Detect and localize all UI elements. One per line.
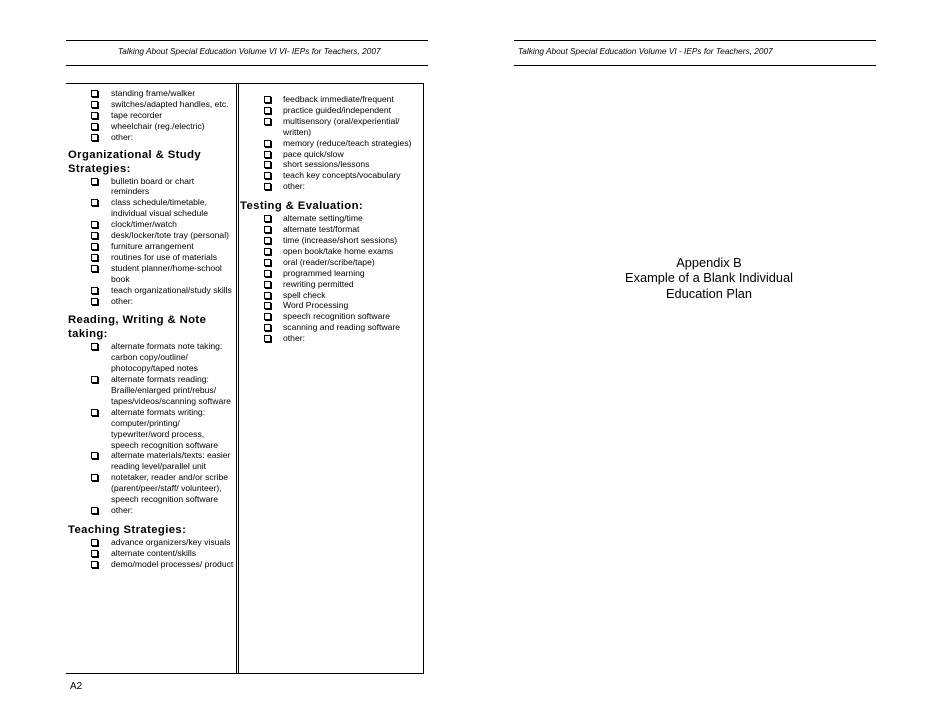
checklist-item-label: open book/take home exams <box>283 245 394 256</box>
checklist-item-label: alternate materials/texts: easier reading level/parallel unit <box>111 450 231 472</box>
checklist-item-label: multisensory (oral/experiential/ written) <box>283 115 400 137</box>
checklist-item <box>68 537 234 548</box>
appendix-title <box>604 255 814 301</box>
checklist-item-label: class schedule/timetable, individual visual schedule <box>111 197 208 219</box>
checklist-item-label: desk/locker/tote tray (personal) <box>111 230 229 241</box>
checklist-item-label: notetaker, reader and/or scribe (parent/peer/staff/ volunteer), speech recognition software <box>111 472 229 505</box>
checkbox-icon[interactable] <box>91 134 98 141</box>
checklist-item <box>68 176 234 198</box>
checkbox-icon[interactable] <box>264 324 271 331</box>
checklist-item <box>242 268 420 279</box>
checklist-item-label: short sessions/lessons <box>283 159 370 170</box>
checkbox-icon[interactable] <box>91 265 98 272</box>
checklist-item-label: programmed learning <box>283 267 365 278</box>
checklist-item <box>68 374 234 407</box>
checklist-item <box>242 149 420 160</box>
checklist-item <box>242 300 420 311</box>
checklist-item <box>68 263 234 285</box>
checklist-item <box>68 132 234 143</box>
checklist-item <box>242 170 420 181</box>
checkbox-icon[interactable] <box>264 161 271 168</box>
checklist-item-label: other: <box>111 505 133 515</box>
checklist-item <box>68 450 234 472</box>
checkbox-icon[interactable] <box>264 96 271 103</box>
checklist-item <box>242 138 420 149</box>
section-heading-reading: Reading, Writing & Note taking: <box>68 314 207 341</box>
checklist-item <box>68 219 234 230</box>
checklist-item-label: demo/model processes/ product <box>111 558 234 569</box>
checkbox-icon[interactable] <box>91 452 98 459</box>
checklist-item <box>68 407 234 451</box>
appendix-line-3: Education Plan <box>665 285 753 301</box>
appendix-line-2: Example of a Blank Individual <box>625 270 793 286</box>
list-testing <box>242 213 420 344</box>
checkbox-icon[interactable] <box>264 215 271 222</box>
section-heading-testing: Testing & Evaluation: <box>240 200 364 213</box>
checklist-item <box>242 311 420 322</box>
checkbox-icon[interactable] <box>264 118 271 125</box>
checklist-item-label: alternate formats note taking: carbon copy/outline/ photocopy/taped notes <box>111 341 223 374</box>
checkbox-icon[interactable] <box>264 183 271 190</box>
checkbox-icon[interactable] <box>264 313 271 320</box>
checkbox-icon[interactable] <box>264 151 271 158</box>
checkbox-icon[interactable] <box>91 112 98 119</box>
checkbox-icon[interactable] <box>91 90 98 97</box>
checklist-item <box>68 99 234 110</box>
checklist-item <box>68 296 234 307</box>
checkbox-icon[interactable] <box>91 221 98 228</box>
checklist-item <box>242 105 420 116</box>
checklist-item-label: practice guided/independent <box>283 104 391 115</box>
checkbox-icon[interactable] <box>91 298 98 305</box>
checkbox-icon[interactable] <box>264 172 271 179</box>
header-right <box>514 40 876 66</box>
checklist-item-label: other: <box>111 295 133 306</box>
checklist-column-right <box>242 94 420 344</box>
checklist-item <box>242 246 420 257</box>
header-right-text: Talking About Special Education Volume VI - IEPs for Teachers, 2007 <box>518 46 773 56</box>
checkbox-icon[interactable] <box>91 343 98 350</box>
checkbox-icon[interactable] <box>91 376 98 383</box>
checklist-item-label: bulletin board or chart reminders <box>111 175 195 197</box>
header-left <box>66 40 428 66</box>
checklist-item-label: clock/timer/watch <box>111 219 177 230</box>
checkbox-icon[interactable] <box>91 243 98 250</box>
checklist-item-label: routines for use of materials <box>111 251 218 262</box>
checkbox-icon[interactable] <box>91 474 98 481</box>
checklist-item <box>68 472 234 505</box>
checklist-item <box>68 121 234 132</box>
checklist-item <box>242 213 420 224</box>
list-top-right <box>242 94 420 192</box>
checkbox-icon[interactable] <box>264 248 271 255</box>
checklist-item-label: rewriting permitted <box>283 278 354 289</box>
list-teaching <box>68 537 234 570</box>
checklist-column-left <box>68 88 234 570</box>
section-heading-organizational: Organizational & Study Strategies: <box>68 148 202 175</box>
appendix-line-1: Appendix B <box>676 255 742 270</box>
checklist-item-label: switches/adapted handles, etc. <box>111 98 229 109</box>
checkbox-icon[interactable] <box>264 270 271 277</box>
column-divider <box>236 83 239 674</box>
checklist-item-label: other: <box>283 181 305 192</box>
checklist-item-label: scanning and reading software <box>283 322 401 333</box>
checkbox-icon[interactable] <box>91 178 98 185</box>
checklist-item <box>68 548 234 559</box>
checklist-item-label: feedback immediate/frequent <box>283 94 394 104</box>
checkbox-icon[interactable] <box>264 335 271 342</box>
checklist-item <box>68 230 234 241</box>
checklist-item-label: pace quick/slow <box>283 148 344 159</box>
page-number: A2 <box>70 681 83 692</box>
checklist-item <box>242 235 420 246</box>
checklist-item-label: alternate formats writing: computer/printing/ typewriter/word process, speech recognition software <box>111 406 219 450</box>
checklist-item-label: alternate formats reading: Braille/enlarged print/rebus/ tapes/videos/scanning software <box>111 374 231 406</box>
checklist-item <box>242 94 420 105</box>
checklist-item-label: teach key concepts/vocabulary <box>283 170 401 181</box>
checklist-item-label: time (increase/short sessions) <box>283 234 398 245</box>
checkbox-icon[interactable] <box>91 232 98 239</box>
checklist-item <box>68 110 234 121</box>
checklist-item <box>242 181 420 192</box>
checklist-item <box>242 116 420 138</box>
checklist-item-label: other: <box>283 333 305 344</box>
checkbox-icon[interactable] <box>91 550 98 557</box>
checkbox-icon[interactable] <box>91 199 98 206</box>
checkbox-icon[interactable] <box>264 226 271 233</box>
checkbox-icon[interactable] <box>91 254 98 261</box>
checklist-item-label: teach organizational/study skills <box>111 284 232 295</box>
checkbox-icon[interactable] <box>91 507 98 514</box>
checklist-item <box>68 559 234 570</box>
checklist-item-label: oral (reader/scribe/tape) <box>283 256 375 267</box>
checkbox-icon[interactable] <box>264 140 271 147</box>
checklist-item-label: speech recognition software <box>283 311 391 322</box>
checklist-item-label: other: <box>111 131 133 142</box>
checkbox-icon[interactable] <box>264 292 271 299</box>
checklist-item <box>68 197 234 219</box>
checklist-item-label: tape recorder <box>111 109 163 120</box>
checklist-item <box>242 322 420 333</box>
checkbox-icon[interactable] <box>264 302 271 309</box>
checklist-item <box>68 341 234 374</box>
checklist-item <box>242 159 420 170</box>
checklist-item-label: furniture arrangement <box>111 240 194 251</box>
list-reading <box>68 341 234 516</box>
checklist-item <box>68 252 234 263</box>
checkbox-icon[interactable] <box>264 259 271 266</box>
checklist-item-label: advance organizers/key visuals <box>111 536 231 547</box>
checklist-item-label: memory (reduce/teach strategies) <box>283 137 412 148</box>
checkbox-icon[interactable] <box>91 287 98 294</box>
section-heading-teaching: Teaching Strategies: <box>68 523 187 536</box>
checkbox-icon[interactable] <box>264 237 271 244</box>
checklist-item <box>242 279 420 290</box>
checklist-item-label: wheelchair (reg./electric) <box>111 120 205 131</box>
checklist-item <box>68 285 234 296</box>
checkbox-icon[interactable] <box>91 561 98 568</box>
list-top-left <box>68 88 234 143</box>
checkbox-icon[interactable] <box>264 107 271 114</box>
checkbox-icon[interactable] <box>91 539 98 546</box>
checklist-item <box>242 257 420 268</box>
checklist-item <box>68 88 234 99</box>
checkbox-icon[interactable] <box>264 281 271 288</box>
checklist-item-label: student planner/home-school book <box>111 262 222 284</box>
checklist-item-label: alternate content/skills <box>111 547 197 558</box>
checkbox-icon[interactable] <box>91 123 98 130</box>
checkbox-icon[interactable] <box>91 101 98 108</box>
checklist-item-label: alternate test/format <box>283 224 360 235</box>
checklist-item-label: alternate setting/time <box>283 213 363 224</box>
checklist-item <box>68 505 234 516</box>
list-organizational <box>68 176 234 307</box>
checklist-item <box>242 333 420 344</box>
checkbox-icon[interactable] <box>91 409 98 416</box>
checklist-item <box>242 224 420 235</box>
checklist-item-label: spell check <box>283 289 326 300</box>
header-left-text: Talking About Special Education Volume VI VI- IEPs for Teachers, 2007 <box>118 46 381 56</box>
checklist-item <box>242 290 420 301</box>
checklist-item <box>68 241 234 252</box>
checklist-item-label: Word Processing <box>283 300 349 311</box>
checklist-item-label: standing frame/walker <box>111 88 196 98</box>
